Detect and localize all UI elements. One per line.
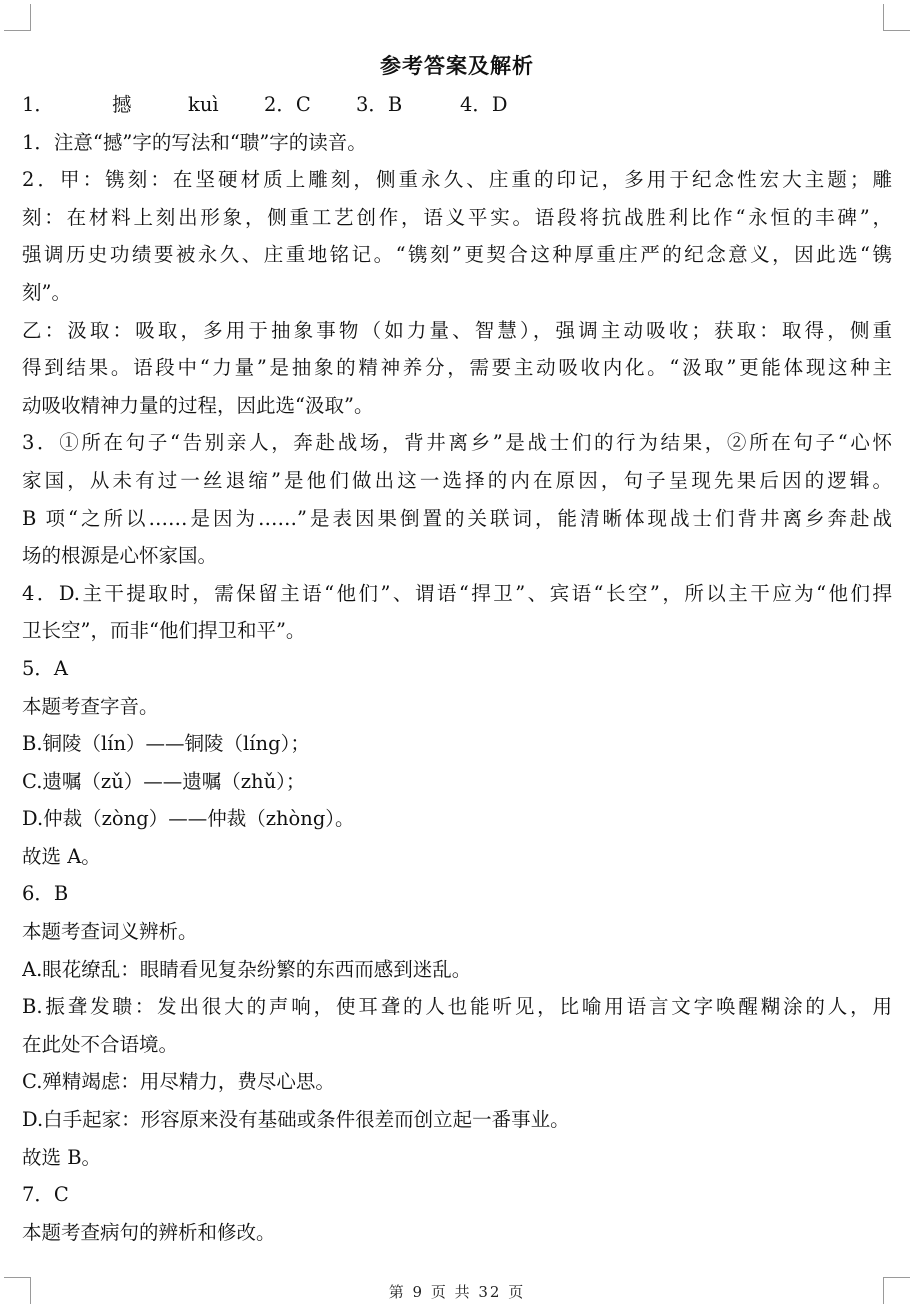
text-line: 得到结果。语段中“力量”是抽象的精神养分，需要主动吸收内化。“汲取”更能体现这种主 [22,356,892,380]
text-line: B.振聋发聩：发出很大的声响，使耳聋的人也能听见，比喻用语言文字唤醒糊涂的人，用 [22,995,892,1019]
text-line: B.铜陵（lín）——铜陵（líng）； [22,732,310,756]
text-line: 4．D.主干提取时，需保留主语“他们”、谓语“捍卫”、宾语“长空”，所以主干应为“他们捍 [22,581,892,605]
text-line: 3．①所在句子“告别亲人，奔赴战场，背井离乡”是战士们的行为结果，②所在句子“心怀 [22,431,892,455]
answer-q1-char: 撼 [112,93,132,116]
text-line: 本题考查词义辨析。 [22,920,198,944]
text-line: 刻：在材料上刻出形象，侧重工艺创作，语义平实。语段将抗战胜利比作“永恒的丰碑”， [22,205,892,229]
text-line: 本题考查病句的辨析和修改。 [22,1220,276,1244]
answer-q4: 4．D [460,93,508,116]
answer-q1-pinyin: kuì [188,93,219,116]
text-line: 刻”。 [22,280,71,304]
crop-mark-top-left [4,4,31,31]
text-line: 2．甲：镌刻：在坚硬材质上雕刻，侧重永久、庄重的印记，多用于纪念性宏大主题；雕 [22,168,892,192]
text-line: 本题考查字音。 [22,694,159,718]
text-line: 乙：汲取：吸取，多用于抽象事物（如力量、智慧），强调主动吸收；获取：取得，侧重 [22,318,892,342]
text-line: B 项“之所以……是因为……”是表因果倒置的关联词，能清晰体现战士们背井离乡奔赴战 [22,506,892,530]
text-line: 卫长空”，而非“他们捍卫和平”。 [22,619,306,643]
crop-mark-top-right [883,4,910,31]
text-line: 家国，从未有过一丝退缩”是他们做出这一选择的内在原因，句子呈现先果后因的逻辑。 [22,468,892,492]
text-line: C.殚精竭虑：用尽精力，费尽心思。 [22,1070,335,1094]
text-line: 在此处不合语境。 [22,1032,179,1056]
text-line: 故选 B。 [22,1145,102,1169]
text-line: 5．A [22,656,68,680]
answer-body [22,86,892,1251]
text-line: 场的根源是心怀家国。 [22,544,218,568]
text-line: 6．B [22,882,69,906]
text-line: D.白手起家：形容原来没有基础或条件很差而创立起一番事业。 [22,1108,570,1132]
text-line: 强调历史功绩要被永久、庄重地铭记。“镌刻”更契合这种厚重庄严的纪念意义，因此选“镌 [22,243,892,267]
text-line: 1．注意“撼”字的写法和“聩”字的读音。 [22,130,367,154]
answer-q2: 2．C [264,93,311,116]
page-title: 参考答案及解析 [380,53,534,78]
text-line: 动吸收精神力量的过程，因此选“汲取”。 [22,393,374,417]
text-line: C.遗嘱（zǔ）——遗嘱（zhǔ）； [22,769,306,793]
text-line: 7．C [22,1183,69,1207]
text-line: D.仲裁（zòng）——仲裁（zhòng）。 [22,807,355,831]
text-line: A.眼花缭乱：眼睛看见复杂纷繁的东西而感到迷乱。 [22,957,472,981]
answer-summary-row [22,86,892,124]
page-footer: 第 9 页 共 32 页 [388,1283,526,1301]
text-line: 故选 A。 [22,844,101,868]
answer-q1-number: 1． [22,93,54,116]
answer-q3: 3．B [356,93,403,116]
